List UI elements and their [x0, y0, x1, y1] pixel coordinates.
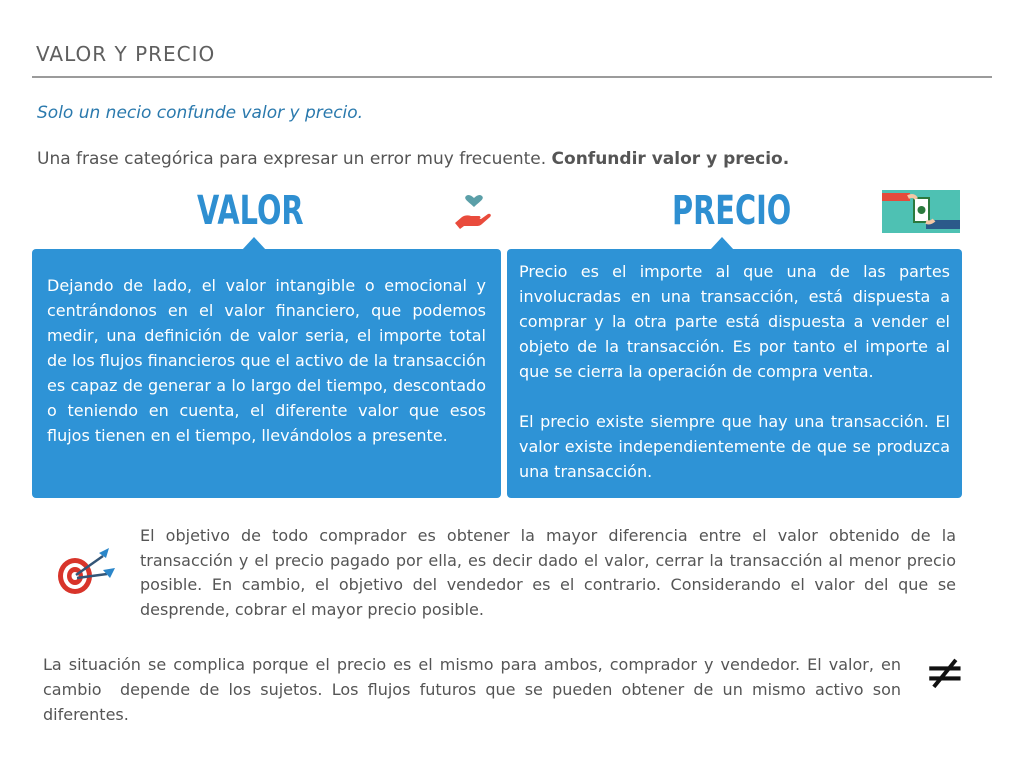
precio-heading: PRECIO [672, 188, 792, 234]
valor-body: Dejando de lado, el valor intangible o emocional y centrándonos en el valor financiero, que podemos medir, una definición de valor seria, el importe total de los flujos financieros que el activo de la transacción es capaz de generar a lo largo del tiempo, descontado o teniendo en cuenta, el diferente valor que esos flujos tienen en el tiempo, llevándolos a presente. [47, 276, 486, 445]
hand-heart-icon [452, 193, 492, 231]
valor-heading: VALOR [197, 188, 304, 234]
not-equal-icon: ≠ [924, 643, 966, 701]
valor-box [32, 249, 501, 498]
quote: Solo un necio confunde valor y precio. [37, 103, 364, 123]
situation-text: La situación se complica porque el precio es el mismo para ambos, comprador y vendedor. El valor, en cambio depende de los sujetos. Los flujos futuros que se pueden obtener de un mismo activo son diferentes. [43, 655, 907, 724]
intro-bold: Confundir valor y precio. [551, 149, 790, 169]
title-divider [32, 76, 992, 78]
precio-body-1: Precio es el importe al que una de las partes involucradas en una transacción, está dispuesta a comprar y la otra parte está dispuesta a vender el objeto de la transacción. Es por tanto el importe al que se cierra la operación de compra venta. [519, 262, 950, 381]
intro-text: Una frase categórica para expresar un error muy frecuente. [37, 149, 552, 169]
money-exchange-icon [882, 190, 960, 233]
objective-text: El objetivo de todo comprador es obtener la mayor diferencia entre el valor obtenido de la transacción y el precio pagado por ella, es decir dado el valor, cerrar la transacción al menor precio posible. En cambio, el objetivo del vendedor es el contrario. Considerando el valor del que se desprende, cobrar el mayor precio posible. [140, 526, 956, 619]
intro-line [37, 149, 789, 169]
precio-box [507, 249, 962, 498]
target-darts-icon [55, 544, 119, 598]
slide-title: VALOR Y PRECIO [36, 42, 216, 66]
precio-body-2: El precio existe siempre que hay una transacción. El valor existe independientemente de que se produzca una transacción. [519, 412, 950, 481]
